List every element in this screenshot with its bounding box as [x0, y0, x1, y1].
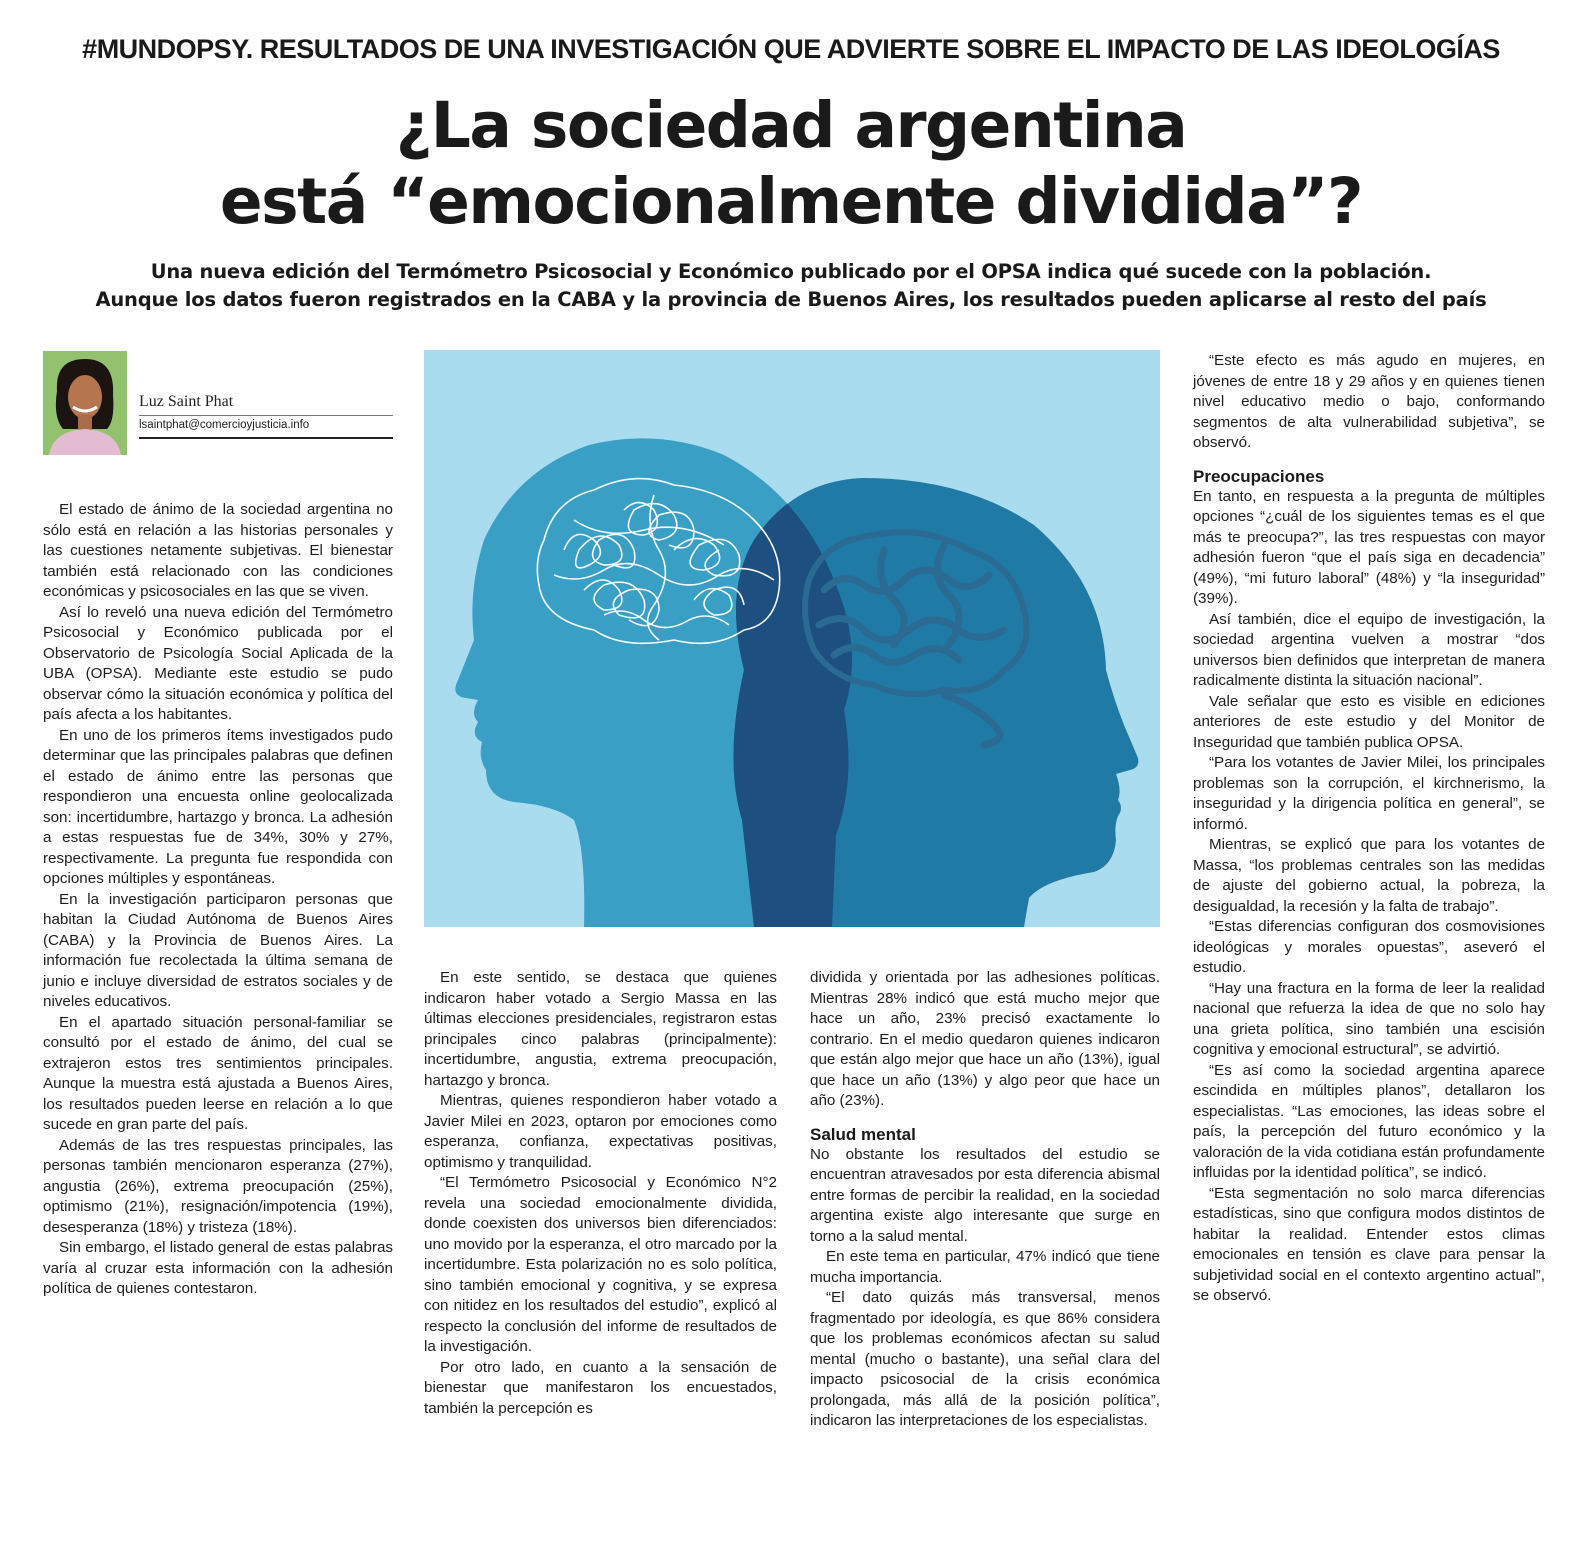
paragraph: Así también, dice el equipo de investigación, la sociedad argentina vuelven a mostrar “dos universos bien definidos que interpretan de manera radicalmente distinta la situación nacional”. [1193, 610, 1545, 689]
paragraph: En tanto, en respuesta a la pregunta de múltiples opciones “¿cuál de los siguientes temas es el que más te preocupa?”, las tres respuestas con mayor adhesión fueron “que el país siga en decadencia” (49%), “mi futuro laboral” (48%) y “la inseguridad” (39%). [1193, 487, 1545, 607]
paragraph: En uno de los primeros ítems investigados pudo determinar que las principales palabras que definen el estado de ánimo entre las personas que respondieron una encuesta online geolocalizada son: incertidumbre, hartazgo y bronca. La adhesión a estas respuestas fue de 34%, 30% y 27%, respectivamente. La pregunta fue respondida con opciones múltiples y espontáneas. [43, 726, 393, 887]
kicker: #MUNDOPSY. RESULTADOS DE UNA INVESTIGACIÓN QUE ADVIERTE SOBRE EL IMPACTO DE LAS IDEOLOGÍAS [82, 34, 1500, 64]
column-2 [424, 968, 777, 1419]
author-byline [43, 351, 393, 456]
paragraph: “El dato quizás más transversal, menos fragmentado por ideología, es que 86% considera que los problemas económicos afectan su salud mental (mucho o bastante), una señal clara del impacto psicosocial de la crisis económica prolongada, más allá de la posición política”, indicaron las interpretaciones de los especialistas. [810, 1289, 1160, 1429]
paragraph: “Estas diferencias configuran dos cosmovisiones ideológicas y morales opuestas”, aseveró el estudio. [1193, 918, 1545, 976]
section-heading-salud-mental: Salud mental [810, 1124, 916, 1144]
column-3 [810, 968, 1160, 1432]
paragraph: Sin embargo, el listado general de estas palabras varía al cruzar esta información con la adhesión política de quienes contestaron. [43, 1239, 393, 1297]
subheadline [0, 258, 1582, 314]
headline [0, 88, 1582, 240]
illustration-two-heads [424, 350, 1160, 927]
section-heading-preocupaciones: Preocupaciones [1193, 466, 1325, 486]
paragraph: “Este efecto es más agudo en mujeres, en jóvenes de entre 18 y 29 años y en quienes tienen nivel educativo medio o bajo, conformando segmentos de alta vulnerabilidad subjetiva”, se observó. [1193, 352, 1545, 451]
paragraph: Por otro lado, en cuanto a la sensación de bienestar que manifestaron los encuestados, también la percepción es [424, 1358, 777, 1417]
byline-divider [139, 415, 393, 416]
paragraph: Así lo reveló una nueva edición del Termómetro Psicosocial y Económico publicada por el Observatorio de Psicología Social Aplicada de la UBA (OPSA). Mediante este estudio se pudo observar cómo la situación económica y política del país afecta a los habitantes. [43, 603, 393, 723]
paragraph: “Esta segmentación no solo marca diferencias estadísticas, sino que configura modos distintos de habitar la realidad. Entender estos climas emocionales en tensión es clave para pensar la subjetividad social en el contexto argentino actual”, se observó. [1193, 1184, 1545, 1304]
column-1 [43, 500, 393, 1300]
paragraph: Mientras, se explicó que para los votantes de Massa, “los problemas centrales son las medidas de ajuste del gobierno actual, la pobreza, la desigualdad, la recesión y la falta de trabajo”. [1193, 836, 1545, 915]
headline-line-1: ¿La sociedad argentina [395, 89, 1187, 162]
paragraph: “Para los votantes de Javier Milei, los principales problemas son la corrupción, el kirchnerismo, la inseguridad y la dirigencia política en general”, se informó. [1193, 754, 1545, 833]
subheadline-line-2: Aunque los datos fueron registrados en la CABA y la provincia de Buenos Aires, los resultados pueden aplicarse al resto del país [95, 288, 1487, 311]
paragraph: En este sentido, se destaca que quienes indicaron haber votado a Sergio Massa en las últimas elecciones presidenciales, registraron estas principales cinco palabras (principalmente): incertidumbre, angustia, extrema preocupación, hartazgo y bronca. [424, 969, 777, 1089]
paragraph: “El Termómetro Psicosocial y Económico N°2 revela una sociedad emocionalmente dividida, donde coexisten dos universos bien diferenciados: uno movido por la esperanza, el otro marcado por la incertidumbre. Esta polarización no es solo política, sino también emocional y cognitiva, y se expresa con nitidez en los resultados del estudio”, explicó al respecto la conclusión del informe de resultados de la investigación. [424, 1174, 777, 1355]
paragraph: En la investigación participaron personas que habitan la Ciudad Autónoma de Buenos Aires (CABA) y la Provincia de Buenos Aires. La información fue recolectada la última semana de junio e incluye diversidad de estratos sociales y de niveles educativos. [43, 890, 393, 1010]
paragraph: Vale señalar que esto es visible en ediciones anteriores de este estudio y del Monitor de Inseguridad que también publica OPSA. [1193, 692, 1545, 751]
paragraph: Además de las tres respuestas principales, las personas también mencionaron esperanza (27%), angustia (26%), extrema preocupación (25%), optimismo (21%), resignación/impotencia (19%), desesperanza (18%) y tristeza (18%). [43, 1136, 393, 1236]
byline-rule [139, 437, 393, 439]
headline-line-2: está “emocionalmente dividida”? [219, 165, 1363, 238]
author-name: Luz Saint Phat [139, 393, 234, 410]
column-4 [1193, 351, 1545, 1307]
paragraph: Mientras, quienes respondieron haber votado a Javier Milei en 2023, optaron por emociones como esperanza, confianza, expectativas positivas, optimismo y tranquilidad. [424, 1092, 777, 1171]
author-email: lsaintphat@comercioyjusticia.info [139, 419, 310, 431]
paragraph: El estado de ánimo de la sociedad argentina no sólo está en relación a las historias personales y las cuestiones netamente subjetivas. El bienestar también está relacionado con las condiciones económicas y psicosociales en las que se viven. [43, 501, 393, 600]
author-photo [43, 351, 127, 455]
paragraph: “Es así como la sociedad argentina aparece escindida en múltiples planos”, detallaron los especialistas. “Las emociones, las ideas sobre el país, la percepción del futuro económico y la valoración de la vida cotidiana están profundamente influidas por la identidad política”, se indicó. [1193, 1061, 1545, 1181]
subheadline-line-1: Una nueva edición del Termómetro Psicosocial y Económico publicado por el OPSA indica qué sucede con la población. [150, 260, 1432, 283]
paragraph: “Hay una fractura en la forma de leer la realidad nacional que refuerza la idea de que no solo hay una grieta política, sino también una escisión cognitiva y emocional estructural”, se advirtió. [1193, 979, 1545, 1058]
paragraph: En este tema en particular, 47% indicó que tiene mucha importancia. [810, 1248, 1160, 1286]
paragraph: dividida y orientada por las adhesiones políticas. Mientras 28% indicó que está mucho mejor que hace un año, 23% precisó exactamente lo contrario. En el medio quedaron quienes indicaron que están algo mejor que hace un año (13%), igual que hace un año (13%) y algo peor que hace un año (23%). [810, 969, 1160, 1109]
paragraph: En el apartado situación personal-familiar se consultó por el estado de ánimo, del cual se extrajeron estos tres sentimientos principales. Aunque la muestra está ajustada a Buenos Aires, los resultados pueden leerse en relación a lo que sucede en gran parte del país. [43, 1013, 393, 1133]
paragraph: No obstante los resultados del estudio se encuentran atravesados por esta diferencia abismal entre formas de percibir la realidad, en la sociedad argentina existe algo interesante que surge en torno a la salud mental. [810, 1145, 1160, 1245]
